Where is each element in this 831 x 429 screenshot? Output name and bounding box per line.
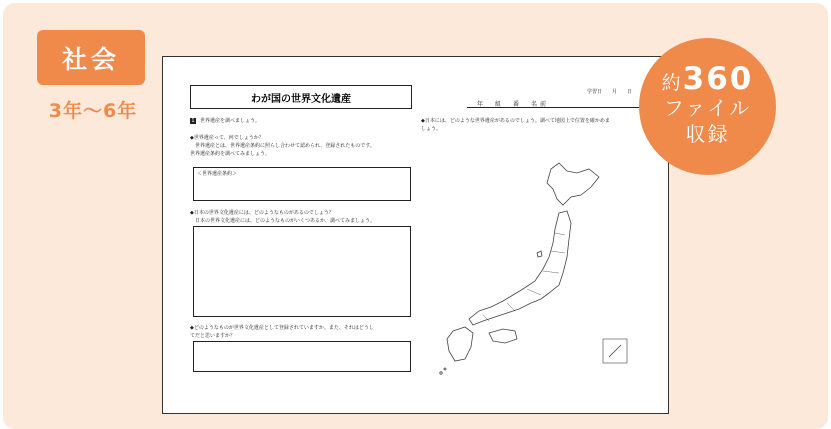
name-row: 年 組 番 名前 bbox=[467, 99, 665, 108]
section-number: 1 bbox=[191, 118, 195, 124]
badge-count: 360 bbox=[682, 60, 754, 97]
question-2-line-1: 日本の世界文化遺産には、どのようなものがいくつあるか、調べてみましょう。 bbox=[190, 218, 376, 224]
badge-count-line bbox=[661, 60, 754, 97]
question-2: ◆日本の世界文化遺産には、どのようなものがあるのでしょう？ bbox=[190, 210, 334, 216]
grade-label: 3年〜6年 bbox=[48, 100, 138, 122]
badge-prefix: 約 bbox=[661, 71, 681, 94]
file-count-badge bbox=[639, 38, 776, 175]
subject-tag: 社会 bbox=[37, 30, 145, 85]
japan-map-outline bbox=[431, 161, 631, 381]
question-1: ◆世界遺産って、何でしょうか？ bbox=[190, 135, 264, 141]
question-1-line-2: 世界遺産条約を調べてみましょう。 bbox=[190, 151, 271, 157]
worksheet-preview bbox=[162, 56, 669, 414]
badge-line-3: 収録 bbox=[685, 121, 730, 146]
map-question: ◆日本には、どのような世界遺産があるのでしょう。調べて地図上で位置を確かめま bbox=[421, 118, 610, 124]
date-line: 学習日 月 日 bbox=[587, 89, 633, 95]
answer-box-1-label: ＜世界遺産条約＞ bbox=[197, 171, 238, 177]
section-heading bbox=[190, 117, 260, 125]
worksheet-title: わが国の世界文化遺産 bbox=[190, 85, 412, 109]
answer-box-1 bbox=[193, 167, 411, 201]
question-3: ◆どのようなものが世界文化遺産として登録されていますか。また、それはどうし bbox=[190, 325, 374, 331]
badge-line-2: ファイル bbox=[663, 95, 752, 120]
section-text: 世界遺産を調べましょう。 bbox=[200, 118, 261, 124]
map-question-line-2: しょう。 bbox=[421, 126, 442, 132]
answer-box-2 bbox=[193, 226, 411, 317]
answer-box-3 bbox=[193, 341, 411, 372]
question-1-line-1: 世界遺産とは、世界遺産条約に照らし合わせて認められ、登録されたものです。 bbox=[190, 143, 375, 149]
question-3-line-1: てだと思いますか？ bbox=[190, 333, 236, 339]
